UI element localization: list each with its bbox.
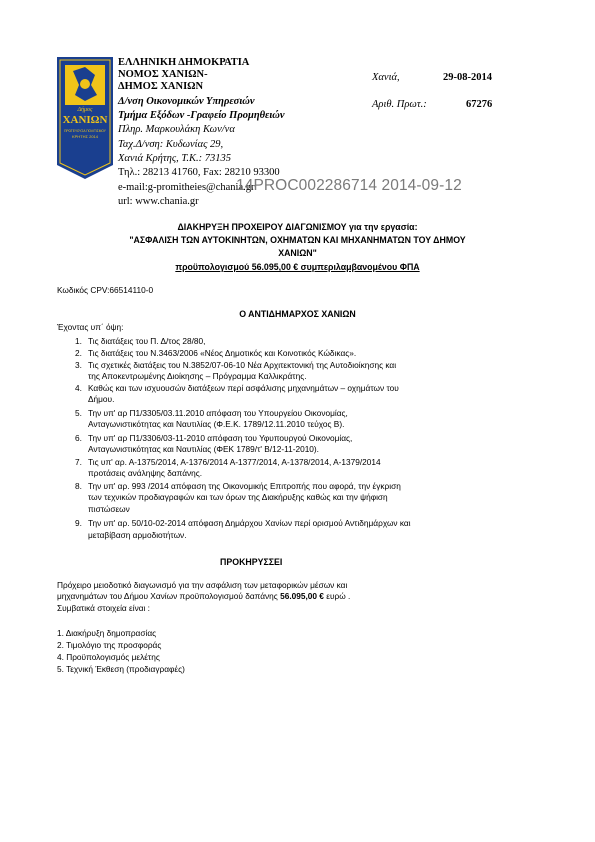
list-item-text: των τεχνικών προδιαγραφών και των όρων της Διακήρυξης καθώς και την ψήφιση [88, 492, 388, 502]
contract-elements-intro: Συμβατικά στοιχεία είναι : [57, 603, 150, 613]
title-line-2: "ΑΣΦΑΛΙΣΗ ΤΩΝ ΑΥΤΟΚΙΝΗΤΩΝ, ΟΧΗΜΑΤΩΝ ΚΑΙ ΜΗΧΑΝΗΜΑΤΩΝ ΤΟΥ ΔΗΜΟΥ [129, 235, 466, 245]
list-item-number: 9. [75, 518, 82, 528]
list-item-text: Τις σχετικές διατάξεις του Ν.3852/07-06-10 Νέα Αρχιτεκτονική της Αυτοδιοίκησης και [88, 360, 397, 370]
list-item: 4. Προϋπολογισμός μελέτης [57, 652, 160, 662]
vice-mayor-heading: Ο ΑΝΤΙΔΗΜΑΡΧΟΣ ΧΑΝΙΩΝ [239, 309, 356, 319]
list-item-number: 3. [75, 360, 82, 370]
paragraph-line-2-end: ευρώ . [323, 591, 351, 601]
list-item-text: Την υπ' αρ. 993 /2014 απόφαση της Οικονομικής Επιτροπής που αφορά, την έγκριση [88, 481, 401, 491]
list-item-text: Καθώς και των ισχυουσών διατάξεων περί ασφάλισης μηχανημάτων – οχημάτων του [88, 383, 399, 393]
list-item-text: προτάσεις ανάληψης δαπάνης. [88, 468, 203, 478]
logo-text-4: ΚΡΗΤΗΣ 2014 [71, 134, 99, 139]
logo-text-1: Δήμος [77, 107, 93, 113]
protocol-number: 67276 [466, 99, 493, 110]
title-line-3: ΧΑΝΙΩΝ" [278, 248, 317, 258]
header-directorate: Δ/νση Οικονομικών Υπηρεσιών [118, 96, 255, 107]
header-address: Ταχ.Δ/νση: Κυδωνίας 29, [118, 139, 224, 150]
header-phone: Τηλ.: 28213 41760, Fax: 28210 93300 [118, 167, 280, 178]
list-item-number: 6. [75, 433, 82, 443]
adam-watermark: 14PROC002286714 2014-09-12 [236, 177, 462, 194]
list-item-text: μεταβίβαση αρμοδιοτήτων. [88, 530, 187, 540]
title-budget: προϋπολογισμού 56.095,00 € συμπεριλαμβανομένου ΦΠΑ [175, 262, 420, 272]
logo-text-3: ΠΡΩΤΕΥΟΥΣΑ ΠΟΛΙΤΙΣΜΟΥ [64, 129, 106, 133]
list-item-text: Δήμου. [88, 394, 115, 404]
list-item-text: Την υπ' αρ Π1/3306/03-11-2010 απόφαση του Υφυπουργού Οικονομίας, [88, 433, 353, 443]
list-item: 5. Τεχνική Έκθεση (προδιαγραφές) [57, 664, 185, 674]
paragraph-line-2 [57, 591, 350, 602]
title-line-1: ΔΙΑΚΗΡΥΞΗ ΠΡΟΧΕΙΡΟΥ ΔΙΑΓΩΝΙΣΜΟΥ για την εργασία: [177, 222, 418, 232]
protocol-label: Αριθ. Πρωτ.: [372, 99, 427, 110]
announce-heading: ΠΡΟΚΗΡΥΣΣΕΙ [220, 557, 283, 567]
place-label: Χανιά, [372, 72, 400, 83]
list-item-number: 4. [75, 383, 82, 393]
header-city: Χανιά Κρήτης, Τ.Κ.: 73135 [118, 153, 232, 164]
list-item-text: Τις υπ' αρ. Α-1375/2014, Α-1376/2014 Α-1377/2014, Α-1378/2014, Α-1379/2014 [88, 457, 381, 467]
list-item-text: Ανταγωνιστικότητας και Ναυτιλίας (ΦΕΚ 1789/τ' Β/12-11-2010). [88, 444, 319, 454]
paragraph-line-2-text: μηχανημάτων του Δήμου Χανίων προϋπολογισμού δαπάνης [57, 591, 281, 601]
header-email: e-mail:g-promitheies@chania.gr [118, 182, 255, 193]
considerations-intro: Έχοντας υπ΄ όψη: [57, 322, 124, 332]
list-item-number: 8. [75, 481, 82, 491]
logo-text-2: ΧΑΝΙΩΝ [62, 114, 108, 126]
list-item-text: της Αποκεντρωμένης Διοίκησης – Πρόγραμμα Καλλικράτης. [88, 371, 307, 381]
list-item-number: 1. [75, 336, 82, 346]
header-municipality: ΔΗΜΟΣ ΧΑΝΙΩΝ [118, 81, 204, 92]
list-item-text: Τις διατάξεις του Ν.3463/2006 «Νέος Δημοτικός και Κοινοτικός Κώδικας». [88, 348, 357, 358]
header-department: Τμήμα Εξόδων -Γραφείο Προμηθειών [118, 110, 285, 121]
document-date: 29-08-2014 [443, 72, 492, 83]
header-prefecture: ΝΟΜΟΣ ΧΑΝΙΩΝ- [118, 69, 208, 80]
header-contact-person: Πληρ. Μαρκουλάκη Κων/να [118, 124, 235, 135]
list-item-text: Τις διατάξεις του Π. Δ/τος 28/80, [88, 336, 206, 346]
list-item-number: 7. [75, 457, 82, 467]
list-item-text: Ανταγωνιστικότητας και Ναυτιλίας (Φ.Ε.Κ. 1789/12.11.2010 τεύχος Β). [88, 419, 345, 429]
list-item: 2. Τιμολόγιο της προσφοράς [57, 640, 162, 650]
paragraph-line-1: Πρόχειρο μειοδοτικό διαγωνισμό για την ασφάλιση των μεταφορικών μέσων και [57, 580, 348, 590]
list-item-text: πιστώσεων [88, 504, 130, 514]
header-url: url: www.chania.gr [118, 196, 199, 207]
header-country: ΕΛΛΗΝΙΚΗ ΔΗΜΟΚΡΑΤΙΑ [118, 57, 250, 68]
list-item-number: 5. [75, 408, 82, 418]
list-item: 1. Διακήρυξη δημοπρασίας [57, 628, 157, 638]
municipality-logo [57, 57, 113, 179]
list-item-text: Την υπ' αρ. 50/10-02-2014 απόφαση Δημάρχου Χανίων περί ορισμού Αντιδημάρχων και [88, 518, 411, 528]
paragraph-budget-amount: 56.095,00 € [280, 591, 324, 601]
list-item-text: Την υπ' αρ Π1/3305/03.11.2010 απόφαση του Υπουργείου Οικονομίας, [88, 408, 348, 418]
cpv-code: Κωδικός CPV:66514110-0 [57, 285, 154, 295]
list-item-number: 2. [75, 348, 82, 358]
